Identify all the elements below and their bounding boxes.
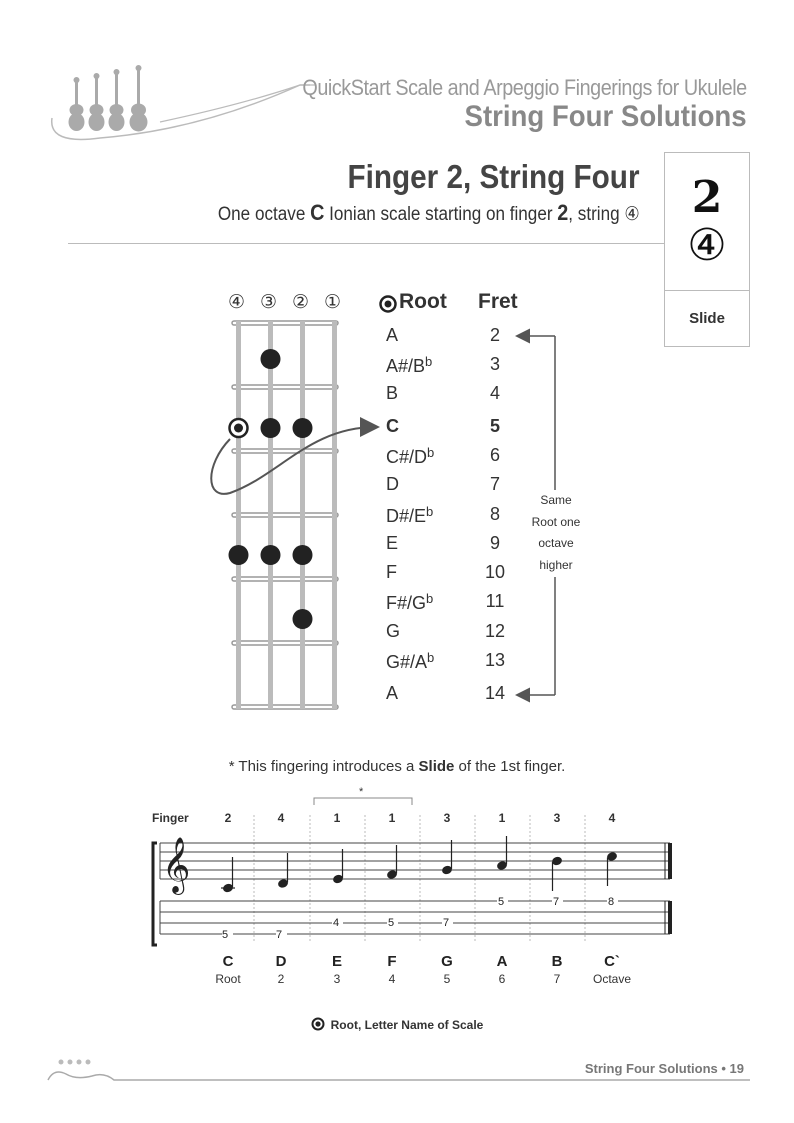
- finger-number: 3: [443, 811, 451, 825]
- note-letter: C: [222, 953, 234, 970]
- note-letter: B: [551, 953, 563, 970]
- scale-degree: 2: [277, 972, 285, 986]
- section-title: Finger 2, String Four: [347, 158, 640, 195]
- scale-degree: 7: [553, 972, 561, 986]
- book-title: String Four Solutions: [464, 100, 747, 133]
- tab-number: 5: [388, 917, 395, 929]
- note-name: $G\#/A^b$: [386, 650, 435, 672]
- note-letter: E: [331, 953, 342, 970]
- fingering-note: * This fingering introduces a Slide of the 1st finger.: [228, 758, 566, 775]
- scale-degree: 5: [443, 972, 451, 986]
- note-name: $D\#/E^b$: [386, 504, 434, 526]
- fret-header: Fret: [478, 290, 518, 313]
- tab-number: 5: [222, 929, 229, 941]
- fret-number: 10: [484, 562, 506, 582]
- note-name: $F\#/G^b$: [386, 591, 434, 613]
- scale-degree: Octave: [592, 972, 631, 986]
- scale-degree: Root: [215, 972, 241, 986]
- scale-degree: 4: [388, 972, 396, 986]
- string-label: ①: [324, 291, 342, 313]
- section-subtitle: One octave C Ionian scale starting on finger 2, string ④: [218, 200, 640, 225]
- tab-number: 4: [333, 917, 340, 929]
- finger-number: 1: [498, 811, 506, 825]
- tab-number: 7: [553, 896, 560, 908]
- note-name: $C\#/D^b$: [386, 445, 435, 467]
- root-dot: [230, 419, 248, 437]
- string-label: ③: [260, 291, 278, 313]
- box-technique-label: Slide: [689, 310, 725, 327]
- header-rule: [68, 243, 664, 244]
- finger-number: 3: [553, 811, 561, 825]
- scale-degree: 3: [333, 972, 341, 986]
- note-name: A: [386, 683, 399, 703]
- note-letter: D: [275, 953, 287, 970]
- slide-mark: *: [359, 786, 364, 798]
- root-icon: [379, 295, 397, 313]
- finger-number: 4: [608, 811, 616, 825]
- finger-number: 1: [333, 811, 341, 825]
- fret-number-root: 5: [489, 416, 500, 436]
- fret-number: 12: [484, 621, 506, 641]
- fret-number: 11: [485, 591, 505, 611]
- staff-and-tab: [148, 795, 688, 950]
- fret-number: 2: [489, 325, 500, 345]
- tab-number: 8: [608, 896, 615, 908]
- fret-lines: [232, 321, 338, 709]
- note-name: B: [386, 383, 399, 403]
- tab-number: 5: [498, 896, 505, 908]
- box-finger-number: 2: [691, 172, 723, 223]
- root-header: Root: [399, 290, 447, 313]
- note-name: E: [386, 533, 399, 553]
- octave-note: Same Root one octave higher: [528, 490, 584, 576]
- note-name: D: [386, 474, 399, 494]
- finger-number: 4: [277, 811, 285, 825]
- note-letter: G: [441, 953, 453, 970]
- fret-number: 7: [489, 474, 500, 494]
- legend: Root, Letter Name of Scale: [0, 1017, 794, 1032]
- fret-number: 14: [484, 683, 506, 703]
- footer-page-label: String Four Solutions • 19: [584, 1061, 744, 1076]
- tab-number: 7: [443, 917, 450, 929]
- scale-degree: 6: [498, 972, 506, 986]
- string-label: ②: [292, 291, 310, 313]
- ukulele-logo: [40, 60, 340, 150]
- fret-number: 8: [489, 504, 500, 524]
- note-name: G: [386, 621, 401, 641]
- fret-number: 9: [489, 533, 500, 553]
- note-letter: F: [387, 953, 397, 970]
- finger-number: 2: [224, 811, 232, 825]
- note-name: $A\#/B^b$: [386, 354, 433, 376]
- fret-number: 3: [489, 354, 500, 374]
- fret-number: 6: [489, 445, 500, 465]
- series-title: QuickStart Scale and Arpeggio Fingerings for Ukulele: [302, 75, 747, 100]
- box-string-number: ④: [687, 220, 727, 271]
- fret-number: 13: [484, 650, 506, 670]
- svg-text:𝄞: 𝄞: [162, 837, 191, 893]
- note-name: A: [386, 325, 399, 345]
- finger-number: 1: [388, 811, 396, 825]
- note-letter: A: [496, 953, 508, 970]
- root-legend-icon: [311, 1017, 325, 1031]
- fretboard-diagram: [200, 315, 390, 720]
- note-name: F: [386, 562, 397, 582]
- string-label: ④: [228, 291, 246, 313]
- note-letter: C`: [604, 953, 620, 970]
- tab-number: 7: [276, 929, 283, 941]
- finger-row-label: Finger: [152, 811, 189, 825]
- fret-number: 4: [489, 383, 500, 403]
- note-name-root: C: [386, 416, 399, 436]
